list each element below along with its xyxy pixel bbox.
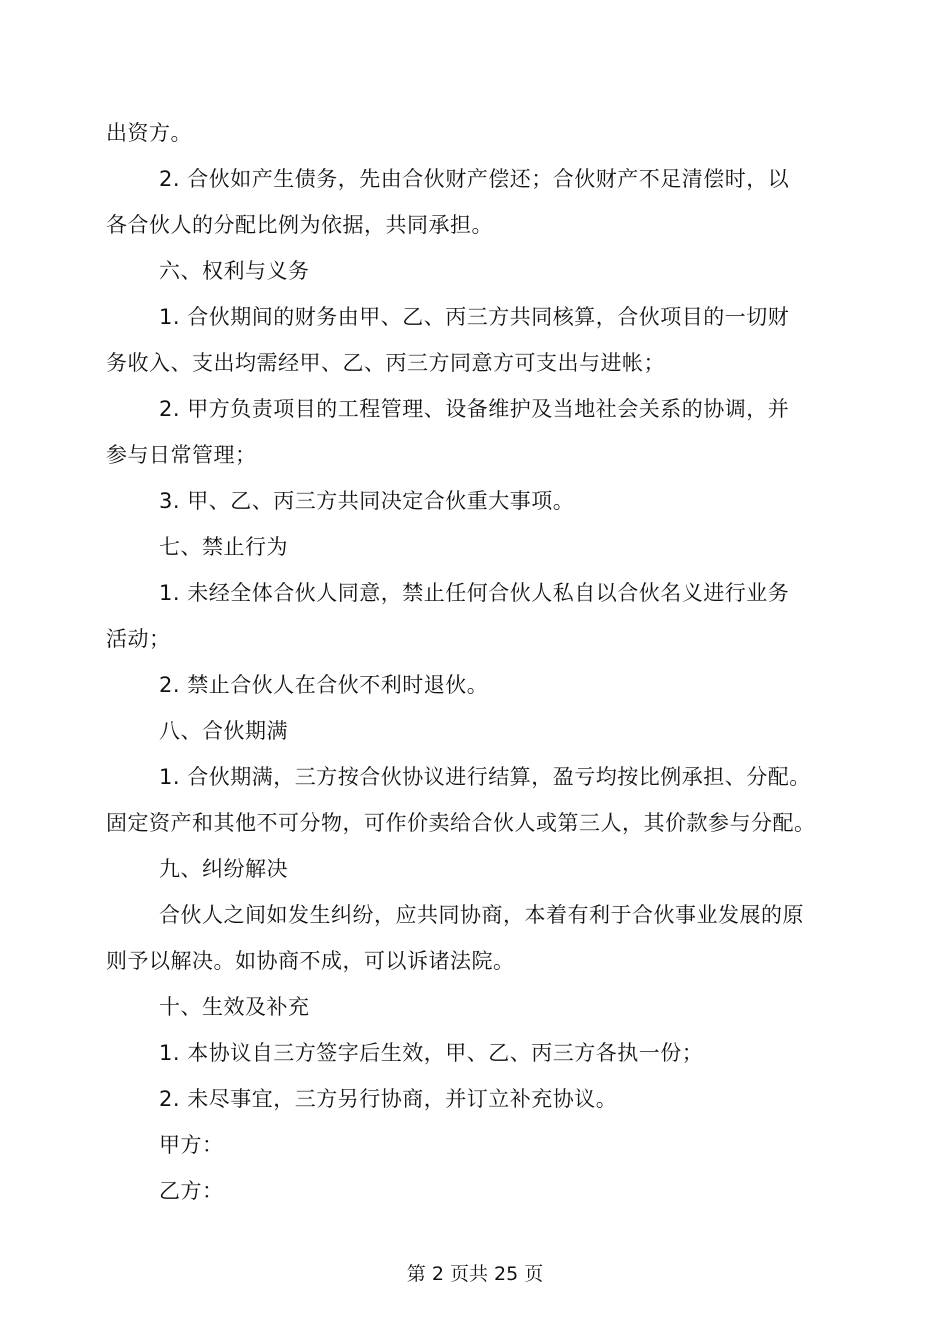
section-heading: 七、禁止行为 — [159, 535, 288, 559]
paragraph-line: 1. 本协议自三方签字后生效，甲、乙、丙三方各执一份； — [159, 1041, 704, 1065]
signature-party-a: 甲方： — [159, 1133, 224, 1157]
paragraph-line: 2. 甲方负责项目的工程管理、设备维护及当地社会关系的协调，并 — [159, 397, 790, 421]
paragraph-line: 参与日常管理； — [106, 443, 257, 467]
paragraph-line: 3. 甲、乙、丙三方共同决定合伙重大事项。 — [159, 489, 575, 513]
paragraph-line: 1. 合伙期满，三方按合伙协议进行结算，盈亏均按比例承担、分配。 — [159, 765, 811, 789]
section-heading: 八、合伙期满 — [159, 719, 288, 743]
section-heading: 六、权利与义务 — [159, 259, 310, 283]
section-heading: 十、生效及补充 — [159, 995, 310, 1019]
signature-party-b: 乙方： — [159, 1179, 224, 1203]
paragraph-line: 2. 未尽事宜，三方另行协商，并订立补充协议。 — [159, 1087, 618, 1111]
paragraph-line: 务收入、支出均需经甲、乙、丙三方同意方可支出与进帐； — [106, 351, 665, 375]
paragraph-line: 1. 未经全体合伙人同意，禁止任何合伙人私自以合伙名义进行业务 — [159, 581, 790, 605]
paragraph-line: 合伙人之间如发生纠纷，应共同协商，本着有利于合伙事业发展的原 — [159, 903, 804, 927]
paragraph-line: 出资方。 — [106, 121, 192, 145]
section-heading: 九、纠纷解决 — [159, 857, 288, 881]
paragraph-line: 1. 合伙期间的财务由甲、乙、丙三方共同核算，合伙项目的一切财 — [159, 305, 790, 329]
page-number-footer: 第 2 页共 25 页 — [406, 1263, 544, 1285]
paragraph-line: 固定资产和其他不可分物，可作价卖给合伙人或第三人，其价款参与分配。 — [106, 811, 816, 835]
document-body — [106, 110, 846, 1214]
paragraph-line: 活动； — [106, 627, 171, 651]
paragraph-line: 2. 禁止合伙人在合伙不利时退伙。 — [159, 673, 489, 697]
paragraph-line: 各合伙人的分配比例为依据，共同承担。 — [106, 213, 493, 237]
paragraph-line: 则予以解决。如协商不成，可以诉诸法院。 — [106, 949, 515, 973]
paragraph-line: 2. 合伙如产生债务，先由合伙财产偿还；合伙财产不足清偿时，以 — [159, 167, 790, 191]
